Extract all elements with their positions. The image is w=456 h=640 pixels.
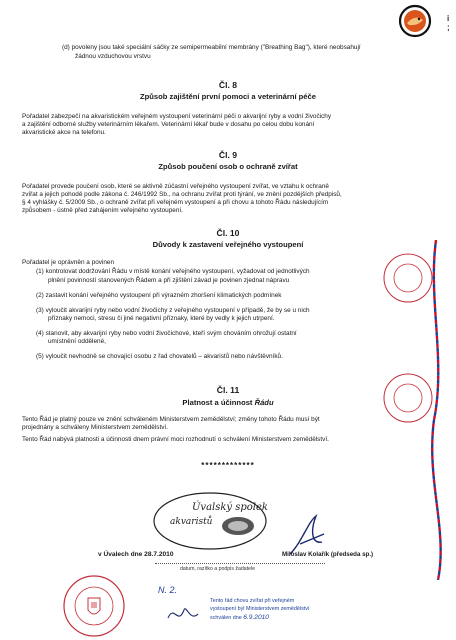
approval-handwritten-number: N. 2.	[158, 585, 178, 595]
art9-line-2: zvířat a jejich pohodě podle zákona č. 246/1992 Sb., na ochranu zvířat proti týrání, ve znění pozdějších předpisů,	[22, 191, 342, 198]
art9-line-1: Pořadatel provede poučení osob, které se aktivně zúčastní veřejného vystoupení zvířat, ve vztahu k ochraně	[22, 183, 329, 190]
tricolor-cord	[424, 240, 454, 580]
approval-line-3	[210, 614, 269, 622]
art11-line-2: projednány a schváleny Ministerstvem zemědělství.	[22, 424, 168, 431]
edge-mark: i ;	[447, 14, 450, 32]
signature-signer: Miloslav Kolařík (předseda sp.)	[282, 551, 374, 558]
art10-item-5: (5) vyloučit nevhodně se chovající osobu z řad chovatelů – akvaristů nebo návštěvníků.	[36, 353, 283, 360]
item-d-line-1: (d) povoleny jsou také speciální sáčky ze semipermeabilní membrány ("Breathing Bag"), které neobsahují	[62, 44, 361, 51]
art8-number: Čl. 8	[218, 80, 238, 90]
art11-title-italic: Řádu	[254, 398, 274, 407]
art10-item-4-line-2: umístnění oddělené,	[48, 338, 106, 345]
art11-title-main: Platnost a účinnost	[182, 398, 253, 407]
club-stamp-text-2: akvaristů	[170, 517, 213, 527]
art10-item-4-line-1: (4) stanovit, aby akvarijní ryby nebo vodní živočichové, kteří svým chováním ohrožují ostatní	[36, 330, 297, 337]
art10-intro: Pořadatel je oprávněn a povinen	[22, 259, 115, 266]
art8-title: Způsob zajištění první pomoci a veterinární péče	[140, 92, 316, 101]
signature-caption: datum, razítko a podpis žadatele	[180, 566, 255, 572]
art8-line-1: Pořadatel zabezpečí na akvaristickém veřejném vystoupení veterinární péči o akvarijní ryby a vodní živočichy	[22, 113, 332, 120]
approval-line-1: Tento řád chovu zvířat při veřejném	[210, 598, 295, 604]
art10-item-3-line-1: (3) vyloučit akvarijní ryby nebo vodní živočichy z veřejného vystoupení v případě, že by se u nich	[36, 307, 310, 314]
art9-line-3: § 4 vyhlášky č. 5/2009 Sb., o ochraně zvířat při veřejném vystoupení a při chovu a tohoto Řádu následujícím	[22, 199, 329, 206]
art11-line-1: Tento Řád je platný pouze ve znění schváleném Ministerstvem zemědělství; změny tohoto Řádu musí být	[22, 416, 320, 423]
art10-title: Důvody k zastavení veřejného vystoupení	[152, 240, 304, 249]
art10-item-2: (2) zastavit konání veřejného vystoupení při výrazném zhoršení klimatických podmínek	[36, 292, 282, 299]
art10-item-1-line-2: plnění povinností stanovených Řádem a při zjištění závad je povinen zjednat nápravu	[48, 277, 290, 284]
approval-line-3-prefix: schválen dne	[210, 615, 242, 621]
club-stamp	[150, 490, 270, 552]
art10-item-3-line-2: příznaky nemoci, stresu či jiné negativní příznaky, které by vedly k jejich utrpení.	[48, 315, 275, 322]
signature-place-date: v Úvalech dne 28.7.2010	[98, 551, 174, 558]
club-logo	[398, 4, 432, 38]
ministry-stamp	[62, 574, 126, 638]
art11-line-3: Tento Řád nabývá platnosti a účinnosti dnem právní moci rozhodnutí o schválení Ministerstvem zemědělství.	[22, 436, 329, 443]
art9-number: Čl. 9	[218, 150, 238, 160]
art10-number: Čl. 10	[216, 228, 240, 238]
separator-stars: *************	[201, 461, 255, 470]
approval-line-2: vystoupení byl Ministerstvem zemědělství	[210, 606, 310, 612]
approval-date: 6.9.2010	[243, 614, 269, 621]
art8-line-3: akvaristické akce na telefonu.	[22, 129, 106, 136]
art9-line-4: způsobem - ústně před zahájením veřejného vystoupení.	[22, 207, 183, 214]
item-d-line-2: žádnou vzduchovou vrstvu	[75, 53, 151, 60]
club-stamp-text-1: Úvalský spolek	[192, 502, 268, 513]
art10-item-1-line-1: (1) kontrolovat dodržování Řádu v místě konání veřejného vystoupení, vyžadovat od jednotlivých	[36, 268, 310, 275]
approval-signature-scribble	[164, 600, 200, 628]
art8-line-2: a zajištění odborné služby veterinárním lékařem. Veterinární lékař bude v dosahu po celou dobu konání	[22, 121, 315, 128]
art9-title: Způsob poučení osob o ochraně zvířat	[158, 162, 298, 171]
art11-number: Čl. 11	[216, 385, 240, 395]
signature-rule	[155, 563, 325, 564]
